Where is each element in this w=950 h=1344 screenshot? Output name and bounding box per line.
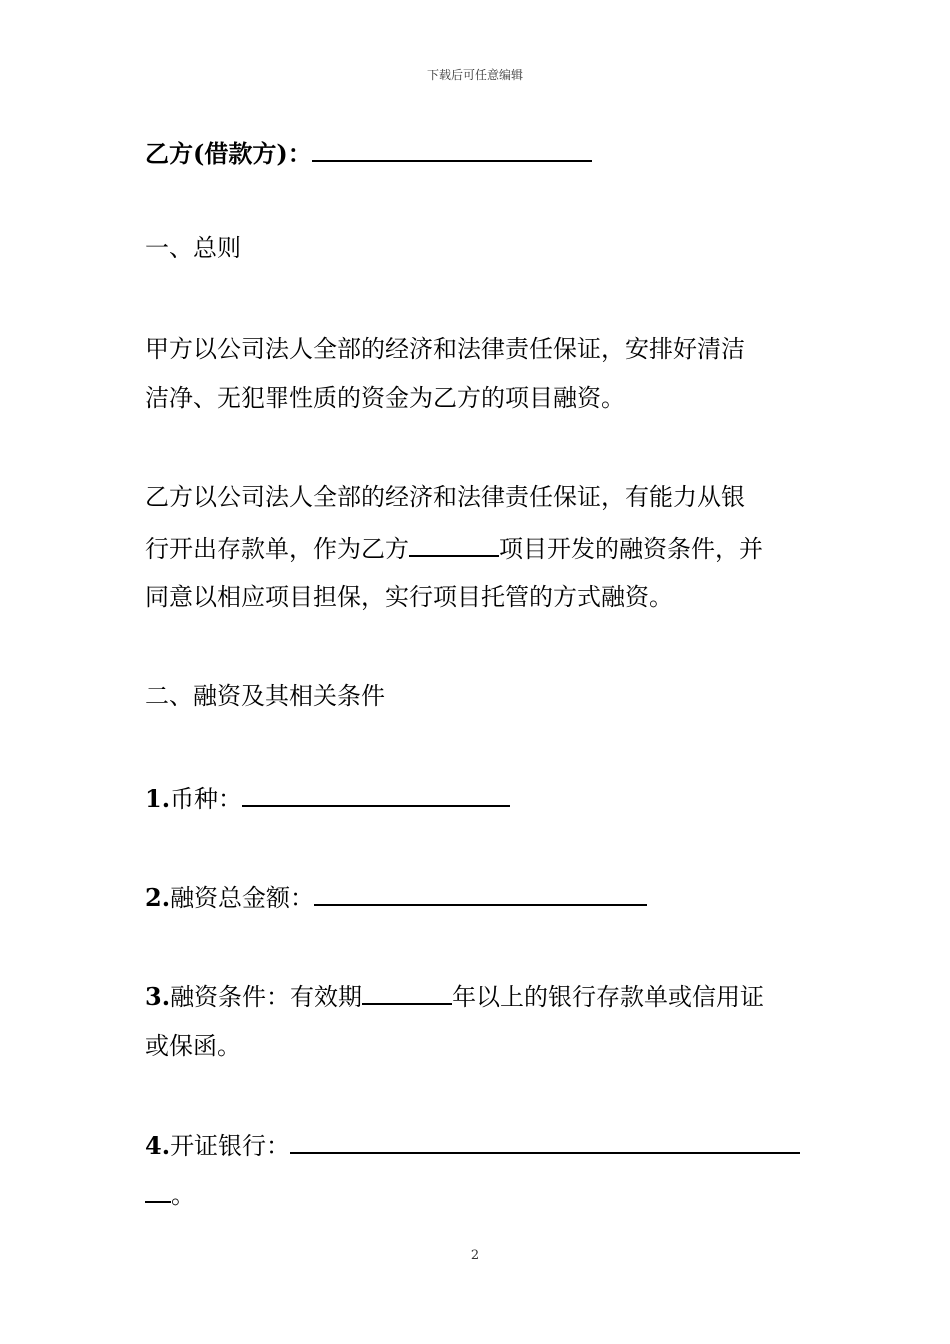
issuing-bank-blank[interactable] [290, 1128, 800, 1154]
party-b-line [145, 136, 810, 170]
item1-line [145, 781, 810, 815]
page-header: 下载后可任意编辑 [426, 68, 523, 82]
validity-years-blank[interactable] [362, 979, 452, 1005]
item4-end: 。 [171, 1181, 195, 1209]
item2-label: 融资总金额： [170, 884, 315, 912]
party-b-blank[interactable] [312, 136, 592, 162]
item3-line [145, 979, 810, 1013]
p2-line2 [145, 531, 810, 565]
party-b-label: 乙方(借款方)： [145, 139, 312, 168]
p2-line3: 同意以相应项目担保，实行项目托管的方式融资。 [145, 583, 673, 611]
project-name-blank[interactable] [409, 531, 499, 557]
currency-blank[interactable] [242, 781, 510, 807]
p2-line2-part-a: 行开出存款单，作为乙方 [145, 535, 409, 563]
item4-label: 开证银行： [170, 1132, 291, 1160]
item1-label: 币种： [170, 785, 243, 813]
item3-label-a: 融资条件：有效期 [170, 983, 363, 1011]
issuing-bank-blank-continued[interactable] [145, 1177, 171, 1203]
section1-title: 一、总则 [145, 234, 241, 262]
p2-line2-part-b: 项目开发的融资条件，并 [499, 535, 763, 563]
item3-number: 3. [145, 982, 171, 1011]
p1-line1: 甲方以公司法人全部的经济和法律责任保证，安排好清洁 [145, 335, 745, 363]
item4-line2 [145, 1177, 810, 1211]
page-number: 2 [470, 1248, 480, 1263]
p1-line2: 洁净、无犯罪性质的资金为乙方的项目融资。 [145, 384, 625, 412]
item4-line [145, 1128, 810, 1162]
section2-title: 二、融资及其相关条件 [145, 682, 385, 710]
item3-line2: 或保函。 [145, 1032, 241, 1060]
total-amount-blank[interactable] [314, 880, 647, 906]
p2-line1: 乙方以公司法人全部的经济和法律责任保证，有能力从银 [145, 483, 745, 511]
item2-number: 2. [145, 883, 171, 912]
item1-number: 1. [145, 784, 171, 813]
item3-label-b: 年以上的银行存款单或信用证 [452, 983, 765, 1011]
item4-number: 4. [145, 1131, 171, 1160]
item2-line [145, 880, 810, 914]
